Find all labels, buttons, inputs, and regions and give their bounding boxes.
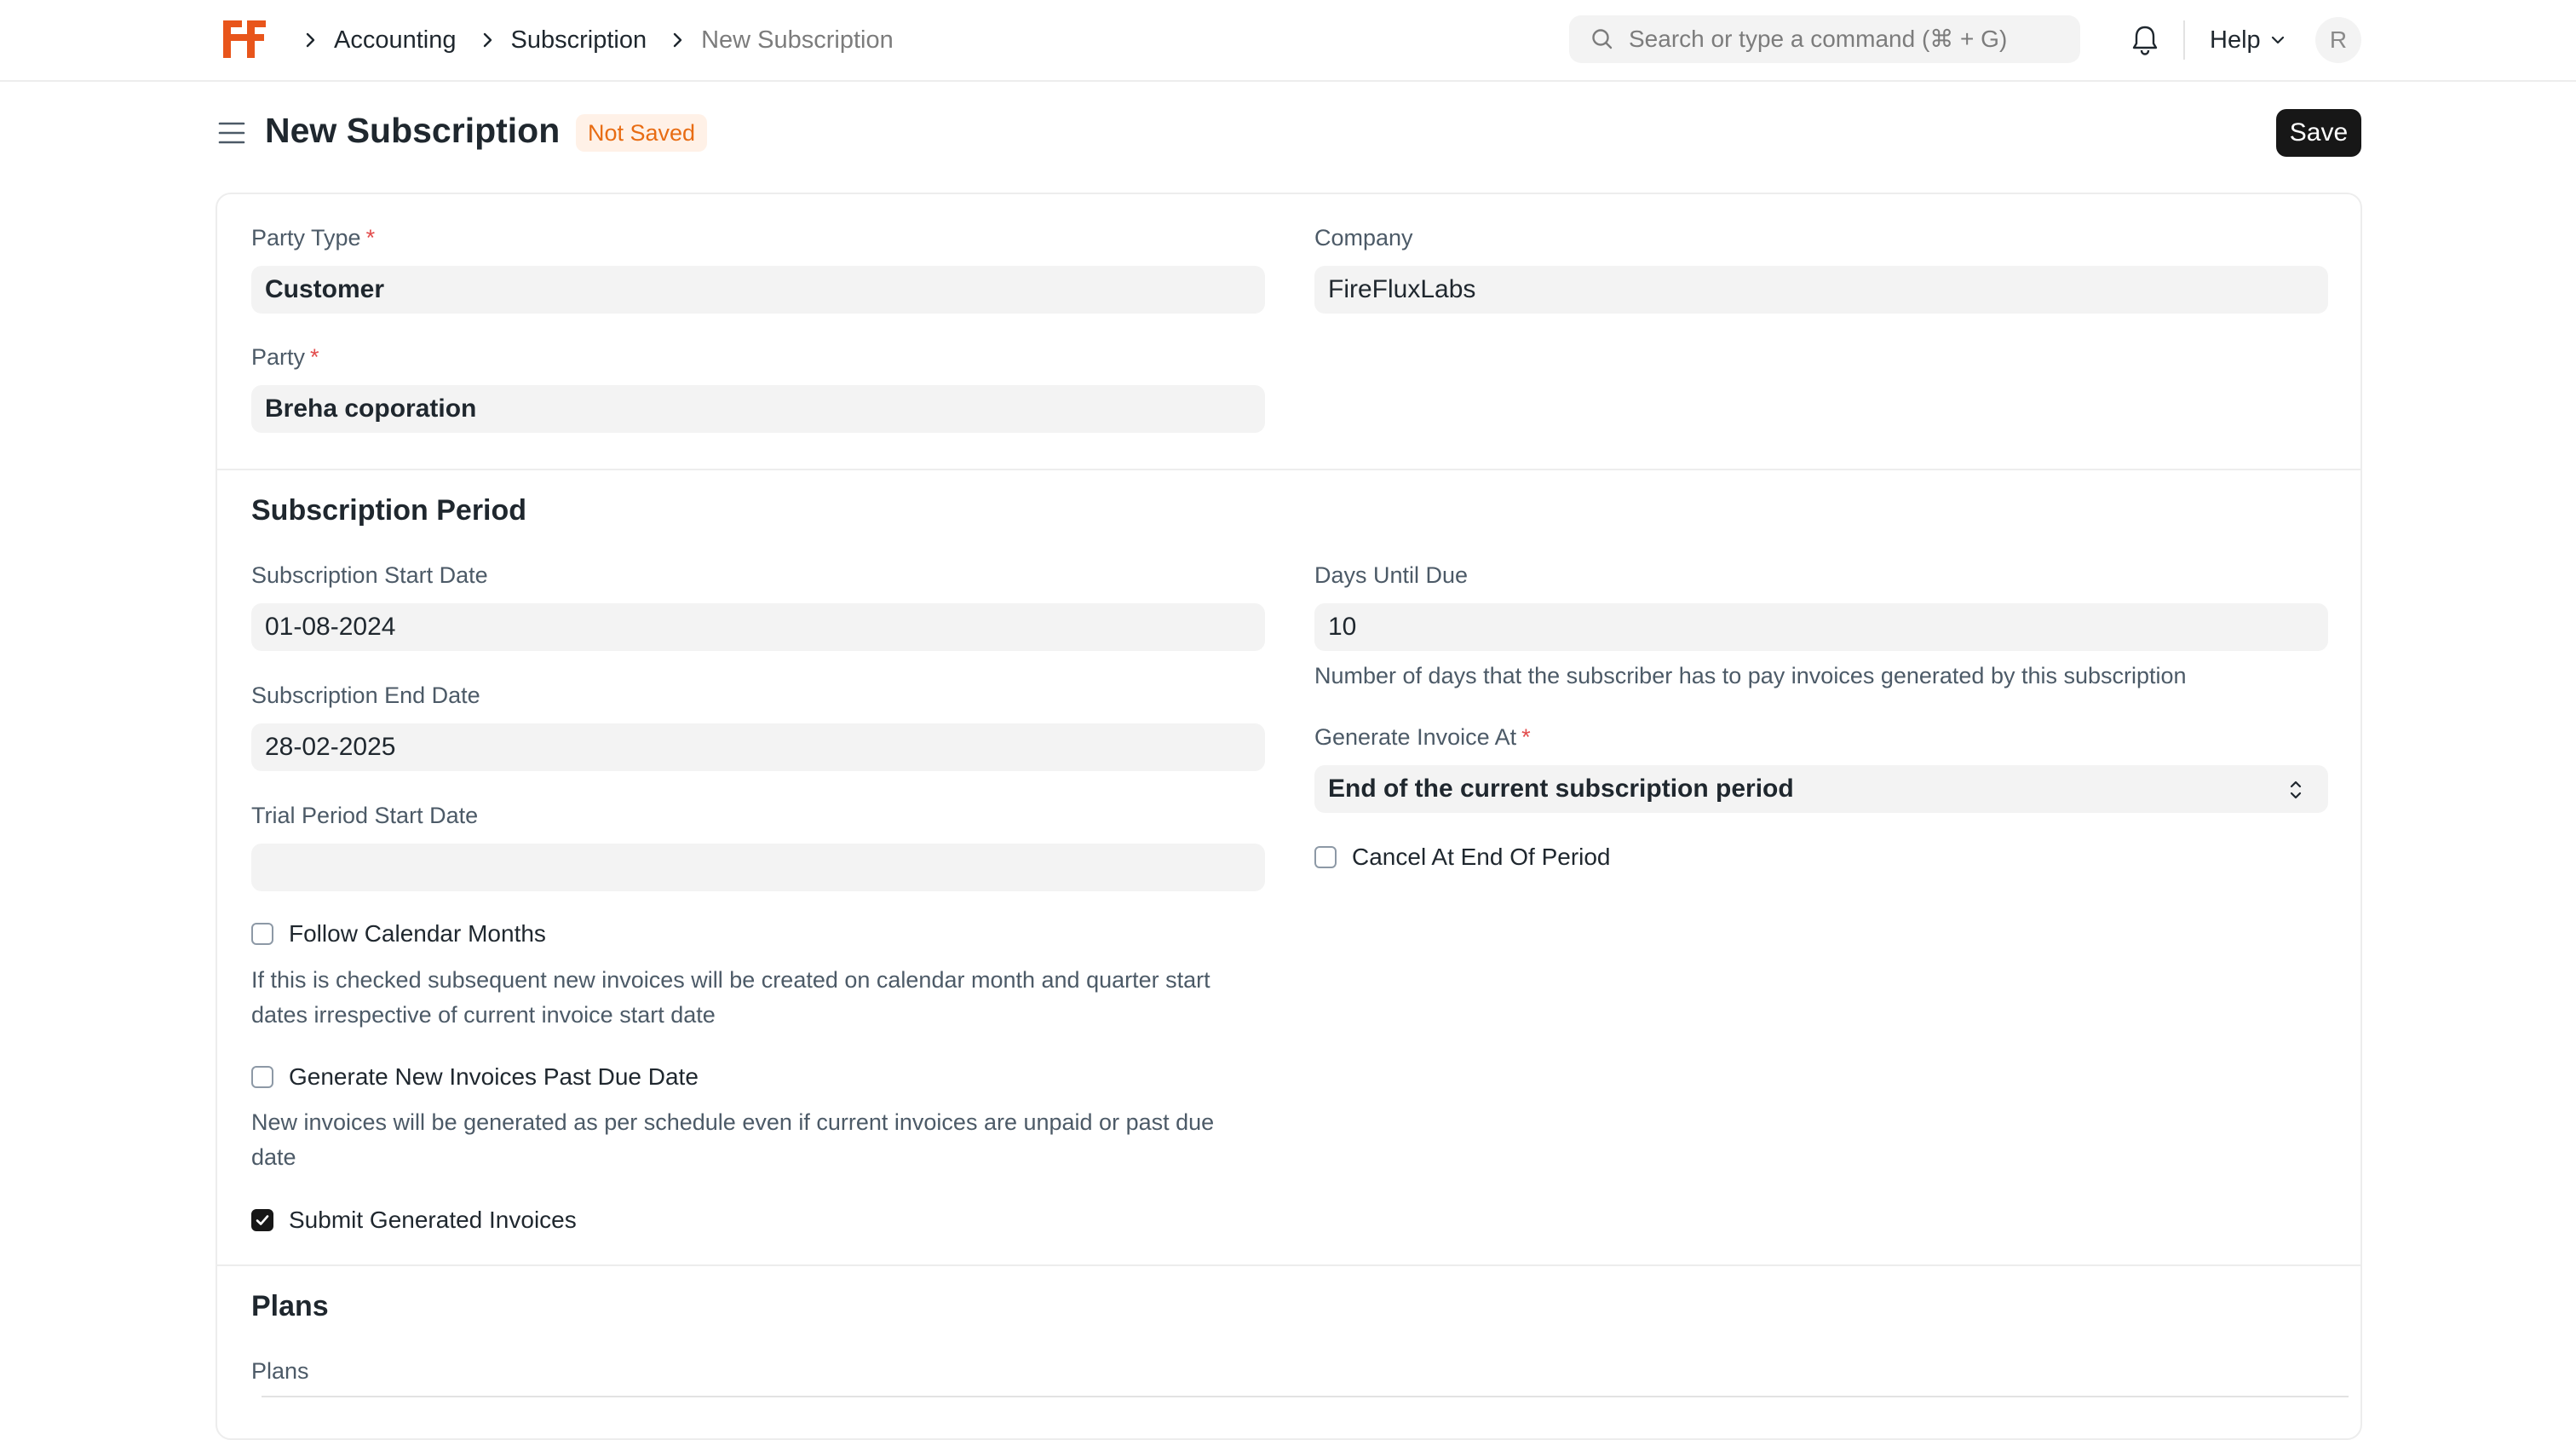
generate-invoice-at-label: Generate Invoice At * xyxy=(1314,724,1531,750)
chevron-right-icon xyxy=(298,27,324,53)
generate-past-due-description xyxy=(251,1105,1214,1175)
section-divider xyxy=(217,1264,2360,1266)
help-dropdown[interactable] xyxy=(2210,0,2288,80)
description-line: New invoices will be generated as per schedule even if current invoices are unpaid or past due xyxy=(251,1109,1215,1135)
search-bar[interactable] xyxy=(1569,15,2080,63)
subscription-end-date-field[interactable]: 28-02-2025 xyxy=(251,723,1265,771)
breadcrumb xyxy=(298,0,912,80)
cancel-at-end-of-period-label: Cancel At End Of Period xyxy=(1352,844,1611,870)
select-arrows-icon xyxy=(2287,777,2304,803)
description-line: date xyxy=(251,1144,296,1170)
search-icon xyxy=(1590,26,1615,52)
submit-generated-invoices-option[interactable] xyxy=(251,1207,577,1234)
generate-past-due-label: Generate New Invoices Past Due Date xyxy=(289,1063,699,1090)
hamburger-menu-icon[interactable] xyxy=(216,119,247,147)
follow-calendar-months-checkbox[interactable] xyxy=(251,923,273,945)
submit-generated-invoices-checkbox[interactable] xyxy=(251,1209,273,1231)
description-line: If this is checked subsequent new invoices will be created on calendar month and quarter start xyxy=(251,967,1210,993)
trial-period-start-date-field[interactable] xyxy=(251,844,1265,891)
days-until-due-label: Days Until Due xyxy=(1314,562,1469,588)
breadcrumb-new-subscription[interactable]: New Subscription xyxy=(701,26,894,54)
search-input[interactable] xyxy=(1627,25,2056,54)
trial-period-start-date-label: Trial Period Start Date xyxy=(251,803,479,828)
follow-calendar-months-description xyxy=(251,963,1210,1033)
follow-calendar-months-label: Follow Calendar Months xyxy=(289,920,546,947)
subscription-start-date-label: Subscription Start Date xyxy=(251,562,488,588)
plans-table-border xyxy=(262,1396,2349,1397)
follow-calendar-months-option[interactable] xyxy=(251,920,546,948)
submit-generated-invoices-label: Submit Generated Invoices xyxy=(289,1207,577,1233)
cancel-at-end-of-period-checkbox[interactable] xyxy=(1314,846,1337,868)
top-navbar xyxy=(0,0,2576,82)
plans-field-label: Plans xyxy=(251,1358,309,1384)
subscription-end-date-label: Subscription End Date xyxy=(251,683,480,708)
app-logo[interactable] xyxy=(220,15,269,63)
save-button[interactable]: Save xyxy=(2276,109,2361,157)
subscription-period-title: Subscription Period xyxy=(251,494,527,527)
help-label: Help xyxy=(2210,26,2261,54)
status-badge: Not Saved xyxy=(576,114,707,152)
generate-invoice-at-value: End of the current subscription period xyxy=(1328,775,1794,803)
generate-invoice-at-select[interactable] xyxy=(1314,765,2328,813)
nav-divider xyxy=(2183,20,2185,60)
days-until-due-description: Number of days that the subscriber has to pay invoices generated by this subscription xyxy=(1314,663,2187,688)
party-label: Party * xyxy=(251,344,319,370)
checkmark-icon xyxy=(255,1212,270,1228)
plans-section-title: Plans xyxy=(251,1290,329,1322)
company-label: Company xyxy=(1314,225,1413,251)
party-field[interactable]: Breha coporation xyxy=(251,385,1265,433)
generate-past-due-option[interactable] xyxy=(251,1063,699,1091)
subscription-start-date-field[interactable]: 01-08-2024 xyxy=(251,603,1265,651)
notification-bell-icon[interactable] xyxy=(2130,24,2160,56)
section-divider xyxy=(217,469,2360,470)
chevron-right-icon xyxy=(665,27,691,53)
company-field[interactable]: FireFluxLabs xyxy=(1314,266,2328,314)
days-until-due-field[interactable]: 10 xyxy=(1314,603,2328,651)
avatar[interactable]: R xyxy=(2315,17,2361,63)
breadcrumb-subscription[interactable]: Subscription xyxy=(510,26,647,54)
page-title: New Subscription xyxy=(265,111,561,150)
party-type-label: Party Type * xyxy=(251,225,376,251)
cancel-at-end-of-period-option[interactable] xyxy=(1314,844,1611,871)
breadcrumb-accounting[interactable]: Accounting xyxy=(334,26,457,54)
generate-past-due-checkbox[interactable] xyxy=(251,1066,273,1088)
chevron-right-icon xyxy=(475,27,501,53)
form-card xyxy=(216,193,2362,1440)
party-type-field[interactable]: Customer xyxy=(251,266,1265,314)
chevron-down-icon xyxy=(2268,30,2288,50)
description-line: dates irrespective of current invoice start date xyxy=(251,1002,716,1028)
